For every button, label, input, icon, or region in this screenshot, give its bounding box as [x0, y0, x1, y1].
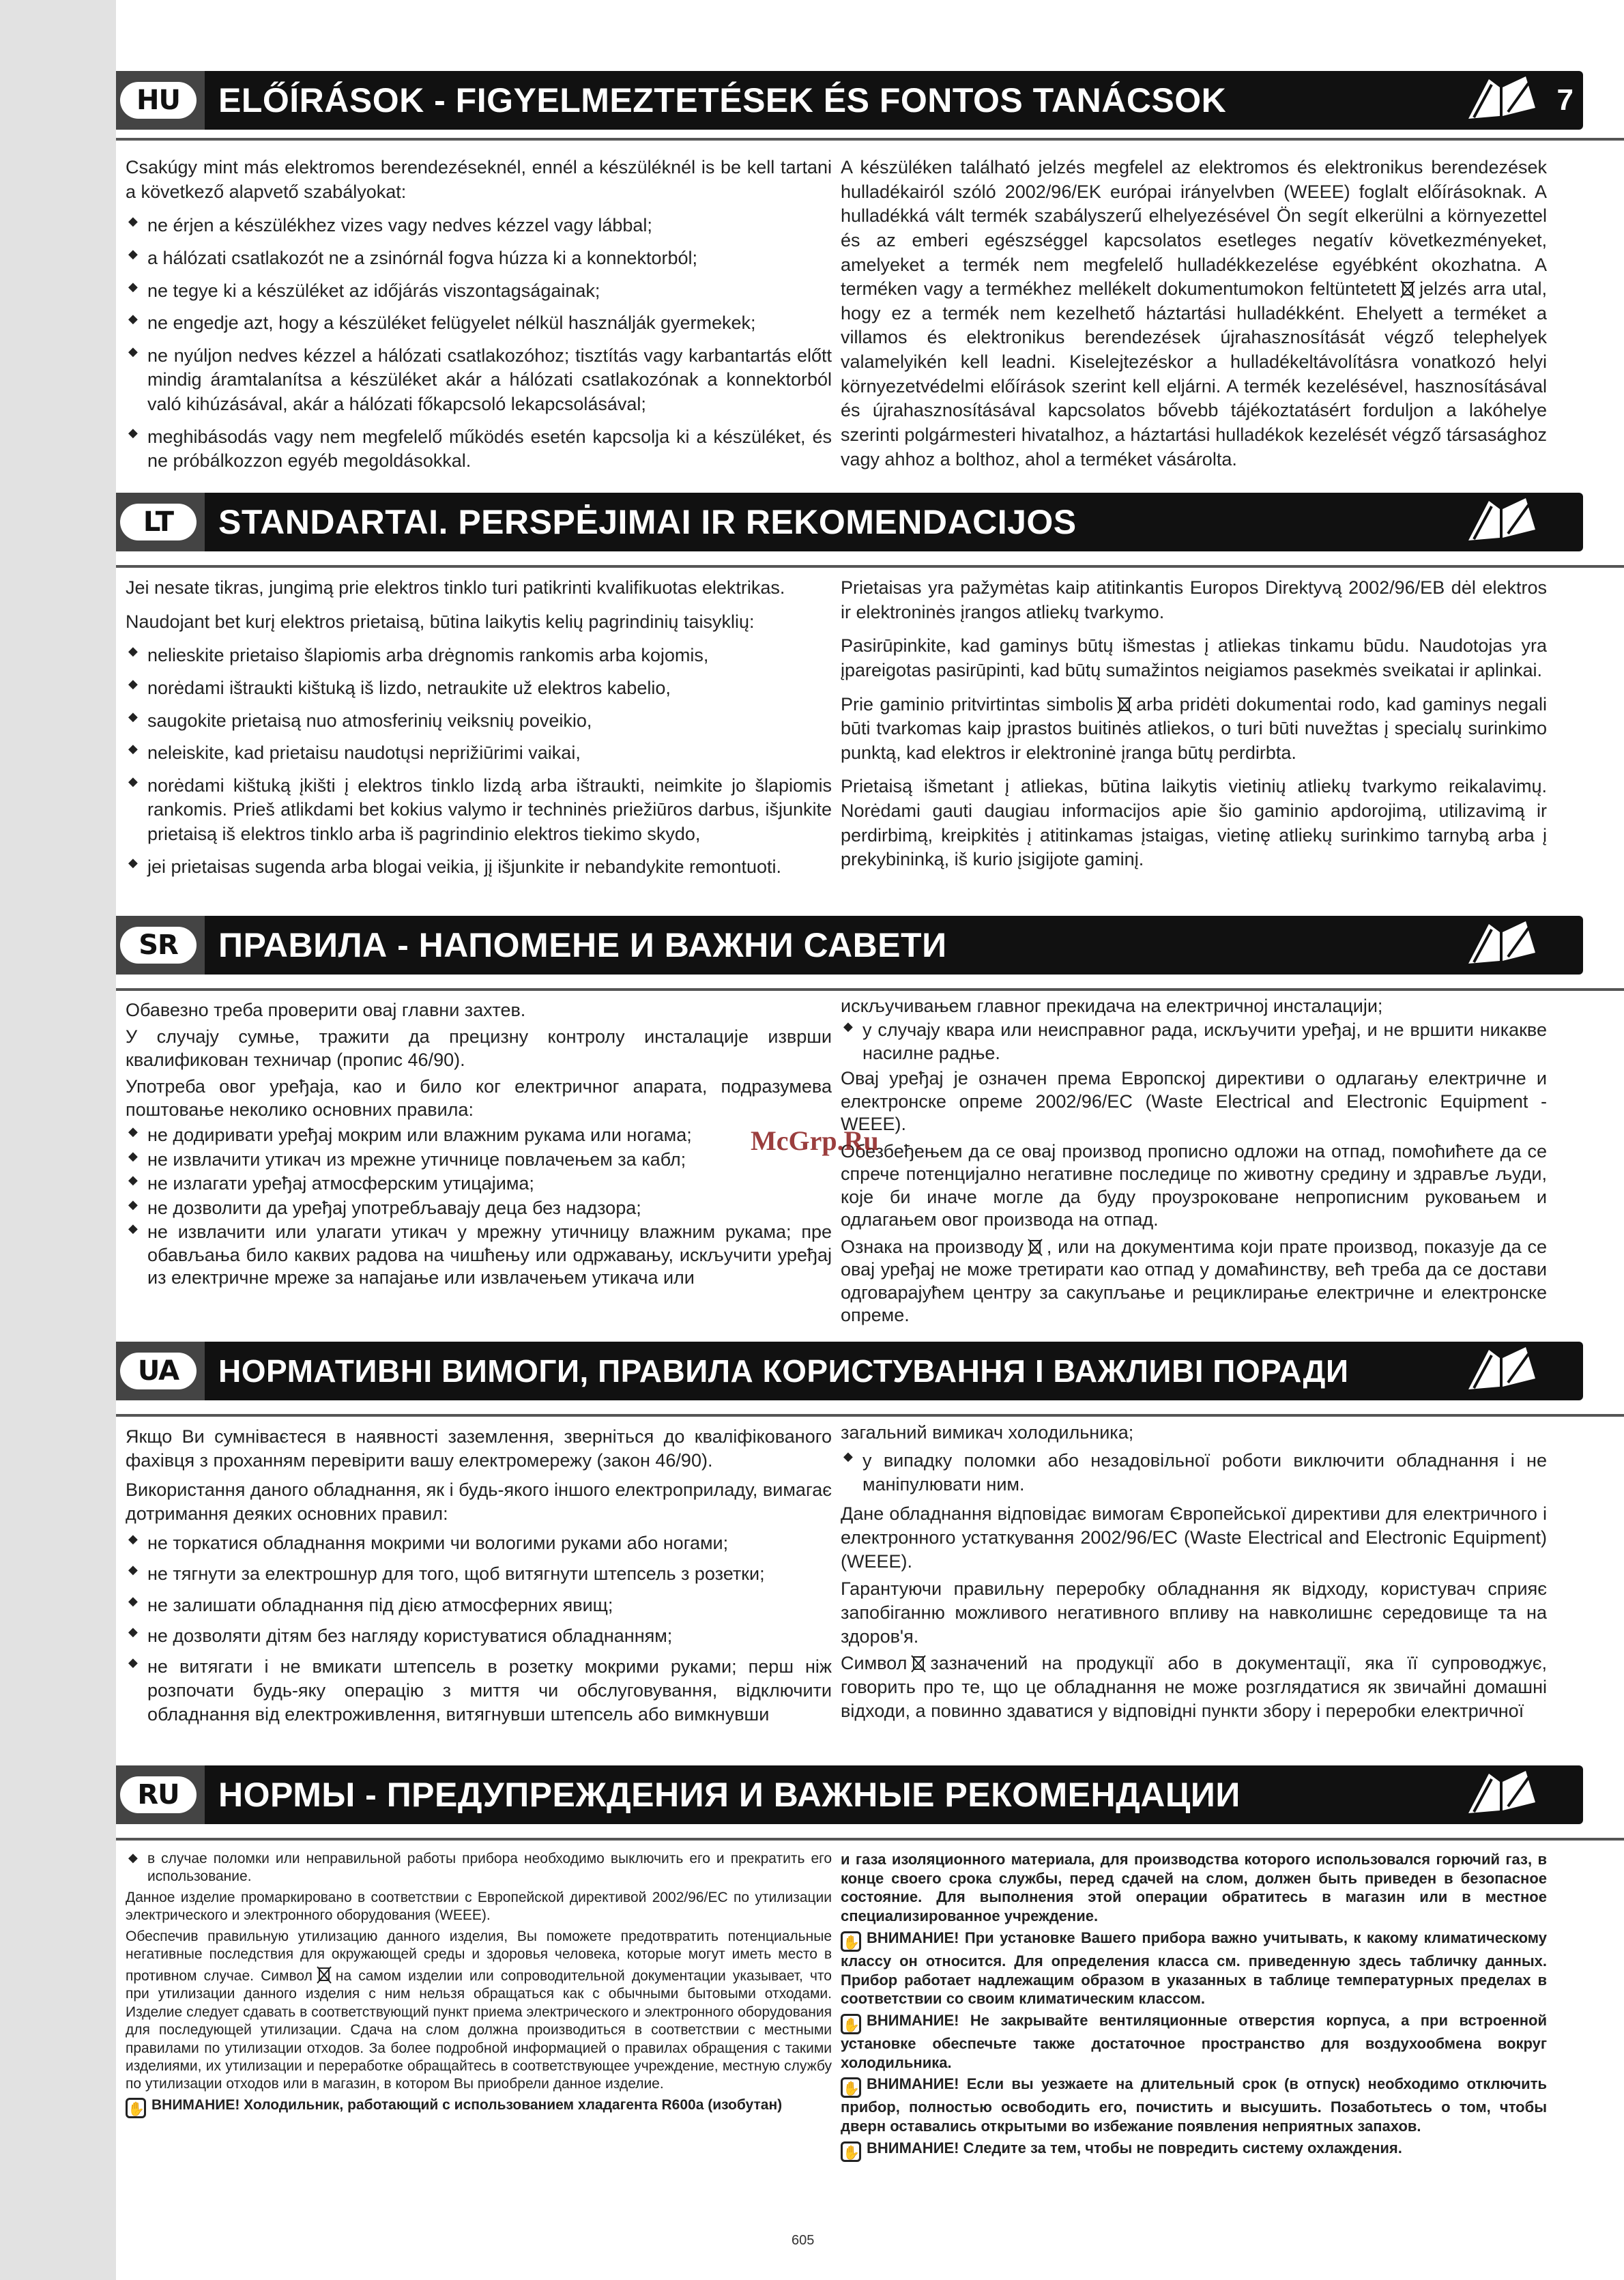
crossed-bin-icon — [910, 1653, 927, 1673]
list-item: ◆ jei prietaisas sugenda arba blogai veikia, jį išjunkite ir nebandykite remontuoti. — [126, 855, 832, 880]
section-title: НОРМЫ - ПРЕДУПРЕЖДЕНИЯ И ВАЖНЫЕ РЕКОМЕНДАЦИИ — [218, 1776, 1241, 1814]
list-item: ◆ meghibásodás vagy nem megfelelő működés esetén kapcsolja ki a készüléket, és ne próbálkozzon egyéb megoldásokkal. — [126, 425, 832, 474]
section-divider — [116, 138, 1624, 141]
left-column — [126, 1425, 832, 1735]
right-column — [841, 576, 1547, 882]
list-item: ◆ norėdami ištraukti kištuką iš lizdo, netraukite už elektros kabelio, — [126, 676, 832, 701]
right-column — [841, 1850, 1547, 2165]
list-item: ◆ не залишати обладнання під дією атмосферних явищ; — [126, 1593, 832, 1617]
list-item: ◆ не извлачити или улагати утикач у мрежну утичницу влажним рукама; пре обављања било каквих радова на чишћењу или одржавању, искључити уређај из електричне мреже за напајање или извлачењем утикача или — [126, 1221, 832, 1289]
weee-paragraph: A készüléken található jelzés megfelel az elektromos és elektronikus berendezések hulladékairól szóló 2002/96/EK európai irányelvben (WEEE) foglalt előírásoknak. A hulladékká vált termék szabályszerű elhelyezésével Ön segít elkerülni a környezettel és az emberi egészséggel kapcsolatos esetleges negatív következményeket, amelyeket a termék nem megfelelő hulladékkezelése egyébként okozhatna. A terméken vagy a termékhez mellékelt dokumentumokon feltüntetett jelzés arra utal, hogy ez a termék nem kezelhető háztartási hulladékként. Ehelyett a terméket a villamos és elektronikus berendezések újrahasznosítását végző telephelyek valamelyikén kell leadni. Kiselejtezéskor a hulladékeltávolításra vonatkozó helyi környezetvédelmi előírások szerint kell eljárni. A termék kezelésével, hasznosításával és újrahasznosításával kapcsolatos bővebb tájékoztatásért forduljon a lakóhelye szerinti polgármesteri hivatalhoz, a háztartási hulladékok kezelését végző társasághoz vagy ahhoz a bolthoz, ahol a terméket vásárolta. — [841, 157, 1547, 470]
paragraph: Обавезно треба проверити овај главни захтев. — [126, 1000, 526, 1020]
list-item: ◆ ne nyúljon nedves kézzel a hálózati csatlakozóhoz; tisztítás vagy karbantartás előtt mindig áramtalanítsa a készüléket akár a hálózati csatlakozónak a konnektorból való kihúzásával, akár a hálózati főkapcsoló lekapcsolásával; — [126, 344, 832, 417]
section-header — [116, 1342, 1583, 1400]
list-item: ◆ norėdami kištuką įkišti į elektros tinklo lizdą arba ištraukti, neimkite jo šlapiomis rankomis. Prieš atlikdami bet kokius valymo ir techninės priežiūros darbus, išjunkite prietaisą iš elektros tinklo arba iš pagrindinio elektros tiekimo skydo, — [126, 774, 832, 847]
footer-page-number: 605 — [792, 2233, 815, 2248]
paragraph: и газа изоляционного материала, для производства которого использовался горючий газ, в конце своего срока службы, перед сдачей на слом, должен быть приведен в безопасное состояние. Для выполнения этой операции обратитесь в магазин или в местное специализированное учреждение. — [841, 1851, 1547, 1925]
list-item: ◆ не додиривати уређај мокрим или влажним рукама или ногама; — [126, 1124, 832, 1146]
section-divider — [116, 565, 1624, 568]
list-item: ◆ ne tegye ki a készüléket az időjárás viszontagságainak; — [126, 279, 832, 304]
hand-warning-icon: ✋ — [841, 2141, 861, 2162]
list-item: ◆ не дозволити да уређај употребљавају деца без надзора; — [126, 1197, 832, 1220]
weee-paragraph: Prie gaminio pritvirtintas simbolis arba pridėti dokumentai rodo, kad gaminys negali būti tvarkomas kaip įprastos buitinės atliekos, o turi būti nuvežtas į specialų surinkimo punktą, kad elektros ir elektroninė įranga būtų perdirbta. — [841, 693, 1547, 763]
paragraph: Гарантуючи правильну переробку обладнання як відходу, користувач сприяє запобіганню можливого негативного впливу на навколишнє середовище та на здоров'я. — [841, 1578, 1547, 1647]
warning-paragraph: ✋ ВНИМАНИЕ! Если вы уезжаете на длительный срок (в отпуск) необходимо отключить прибор, полностью освободить его, почистить и высушить. Позаботьтесь о том, чтобы дверн оставались открытыми во избежание появления неприятных запахов. — [841, 2075, 1547, 2135]
open-book-icon — [1460, 919, 1542, 972]
warning-paragraph: ✋ ВНИМАНИЕ! Не закрывайте вентиляционные отверстия корпуса, а при встроенной установке обеспечьте также достаточное пространство для воздухообмена вокруг холодильника. — [841, 2012, 1547, 2071]
warning-paragraph: ✋ ВНИМАНИЕ! Следите за тем, чтобы не повредить систему охлаждения. — [841, 2139, 1547, 2162]
list-item: ◆ a hálózati csatlakozót ne a zsinórnál fogva húzza ki a konnektorból; — [126, 246, 832, 271]
section-title: ELŐÍRÁSOK - FIGYELMEZTETÉSEK ÉS FONTOS TANÁCSOK — [218, 81, 1227, 119]
crossed-bin-icon — [1399, 278, 1417, 299]
language-badge: HU — [120, 82, 197, 119]
section-header — [116, 916, 1583, 975]
section-title: НОРМАТИВНІ ВИМОГИ, ПРАВИЛА КОРИСТУВАННЯ І ВАЖЛИВІ ПОРАДИ — [218, 1353, 1349, 1389]
rules-list — [126, 214, 832, 474]
paragraph: Naudojant bet kurį elektros prietaisą, būtina laikytis kelių pagrindinių taisyklių: — [126, 611, 755, 632]
list-item: ◆ ne érjen a készülékhez vizes vagy nedves kézzel vagy lábbal; — [126, 214, 832, 238]
list-item: ◆ не излагати уређај атмосферским утицајима; — [126, 1172, 832, 1195]
section-header — [116, 1765, 1583, 1824]
paragraph: Употреба овог уређаја, као и било ког електричног апарата, подразумева поштовање неколико основних правила: — [126, 1076, 832, 1120]
paragraph: Pasirūpinkite, kad gaminys būtų išmestas į atliekas tinkamu būdu. Naudotojas yra įpareigotas pasirūpinti, kad būtų sumažintos neigiamos pasekmės sveikatai ir aplinkai. — [841, 635, 1547, 680]
rules-list — [126, 1531, 832, 1727]
right-column — [841, 1421, 1547, 1733]
language-badge: RU — [120, 1776, 197, 1813]
right-column — [841, 156, 1547, 481]
list-item: ◆ у случају квара или неисправног рада, искључити уређај, и не вршити никакве насилне радње. — [841, 1019, 1547, 1065]
list-item: ◆ не тягнути за електрошнур для того, щоб витягнути штепсель з розетки; — [126, 1562, 832, 1586]
page-number: 7 — [1556, 83, 1574, 117]
paragraph: Prietaisas yra pažymėtas kaip atitinkantis Europos Direktyvą 2002/96/EB dėl elektros ir elektroninės įrangos atliekų tvarkymo. — [841, 577, 1547, 622]
intro-paragraph: Csakúgy mint más elektromos berendezéseknél, ennél a készüléknél is be kell tartani a következő alapvető szabályokat: — [126, 157, 832, 202]
rules-list — [841, 1019, 1547, 1065]
hand-warning-icon: ✋ — [841, 1931, 861, 1952]
paragraph: У случају сумње, тражити да прецизну контролу инсталације изврши квалификован техничар (пропис 46/90). — [126, 1026, 832, 1070]
list-item: ◆ neleiskite, kad prietaisu naudotųsi neprižiūrimi vaikai, — [126, 741, 832, 766]
list-item: ◆ nelieskite prietaiso šlapiomis arba drėgnomis rankomis arba kojomis, — [126, 644, 832, 668]
section-divider — [116, 1414, 1624, 1417]
paragraph: Prietaisą išmetant į atliekas, būtina laikytis vietinių atliekų tvarkymo reikalavimų. Norėdami gauti daugiau informacijos apie šio gaminio apdorojimą, utilizavimą ir perdirbimą, kreipkitės į atitinkamas įstaigas, vietinę atliekų surinkimo tarnybą arba į prekybininką, iš kurio įsigijote gaminį. — [841, 776, 1547, 870]
list-item: ◆ в случае поломки или неправильной работы прибора необходимо выключить его и прекратить его использование. — [126, 1850, 832, 1886]
rules-list — [126, 644, 832, 879]
left-column — [126, 576, 832, 887]
weee-paragraph: Ознака на производу , или на документима који прате производ, показује да се овај уређај не може третирати као отпад у домаћинству, већ треба да се достави одговарајућем центру за сакупљање и рециклирање електричне и електронске опреме. — [841, 1236, 1547, 1326]
paragraph: Данное изделие промаркировано в соответствии с Европейской директивой 2002/96/ЕС по утилизации электрического и электронного оборудования (WEEE). — [126, 1889, 832, 1924]
section-sr — [116, 916, 1624, 1325]
open-book-icon — [1460, 1768, 1542, 1821]
left-column — [126, 1850, 832, 2121]
weee-paragraph: Символ зазначений на продукції або в документації, яка її супроводжує, говорить про те, що це обладнання не може розглядатися як звичайні домашні відходи, а повинно здаватися у відповідні пункти збору і переробки електричної — [841, 1652, 1547, 1722]
section-header — [116, 493, 1583, 551]
right-column — [841, 995, 1547, 1337]
hand-warning-icon: ✋ — [841, 2077, 861, 2098]
weee-paragraph: Обеспечив правильную утилизацию данного изделия, Вы поможете предотвратить потенциальные негативные последствия для окружающей среды и здоровья человека, которые могут иметь место в противном случае. Символ на самом изделии или сопроводительной документации указывает, что при утилизации данного изделия с ним нельзя обращаться как с обычными бытовыми отходами. Изделие следует сдавать в соответствующий пункт приема электрического и электронного оборудования для последующей утилизации. Сдача на слом должна производиться в соответствии с местными правилами по утилизации отходов. За более подробной информацией о правилах обращения с такими изделиями, их утилизации и переработке обращайтесь в соответствующее учреждение, местную службу по утилизации отходов или в магазин, в котором Вы приобрели данное изделие. — [126, 1928, 832, 2092]
section-header — [116, 71, 1583, 130]
list-item: ◆ не витягати і не вмикати штепсель в розетку мокрими руками; перш ніж розпочати будь-яку операцію з миття чи обслуговування, відключити обладнання від електроживлення, витягнувши штепсель або вимкнувши — [126, 1655, 832, 1727]
open-book-icon — [1460, 1344, 1542, 1398]
paragraph: Використання даного обладнання, як і будь-якого іншого електроприладу, вимагає дотримання деяких основних правил: — [126, 1480, 832, 1525]
section-title: STANDARTAI. PERSPĖJIMAI IR REKOMENDACIJOS — [218, 503, 1077, 541]
paragraph: Jei nesate tikras, jungimą prie elektros tinklo turi patikrinti kvalifikuotas elektrikas. — [126, 577, 785, 598]
section-lt — [116, 493, 1624, 902]
language-badge: LT — [120, 504, 197, 540]
language-badge: SR — [120, 927, 197, 964]
page-margin-band — [0, 0, 116, 2280]
paragraph: искључивањем главног прекидача на електричној инсталацији; — [841, 996, 1383, 1016]
crossed-bin-icon — [1026, 1237, 1044, 1257]
rules-list — [126, 1850, 832, 1886]
section-ru — [116, 1765, 1624, 2243]
list-item: ◆ не торкатися обладнання мокрими чи вологими руками або ногами; — [126, 1531, 832, 1555]
list-item: ◆ ne engedje azt, hogy a készüléket felügyelet nélkül használják gyermekek; — [126, 311, 832, 336]
crossed-bin-icon — [315, 1964, 333, 1985]
crossed-bin-icon — [1116, 694, 1133, 715]
open-book-icon — [1460, 495, 1542, 549]
watermark: McGrp.Ru — [751, 1125, 879, 1156]
section-divider — [116, 1838, 1624, 1841]
list-item: ◆ не дозволяти дітям без нагляду користуватися обладнанням; — [126, 1624, 832, 1648]
rules-list — [841, 1449, 1547, 1497]
paragraph: Дане обладнання відповідає вимогам Європейської директиви для електричного і електронного устаткування 2002/96/EC (Waste Electrical and Electronic Equipment) (WEEE). — [841, 1503, 1547, 1572]
section-hu — [116, 71, 1624, 487]
left-column — [126, 156, 832, 482]
section-divider — [116, 988, 1624, 991]
warning-paragraph: ✋ ВНИМАНИЕ! При установке Вашего прибора важно учитывать, к какому климатическому классу он относится. Для определения класса см. приведенную здесь табличку данных. Прибор работает надлежащим образом в указанных в таблице температурных пределах в соответствии со своим климатическим классом. — [841, 1929, 1547, 2008]
paragraph: Якщо Ви сумніваєтеся в наявності заземлення, зверніться до кваліфікованого фахівця з проханням перевірити вашу електромережу (закон 46/90). — [126, 1426, 832, 1471]
section-title: ПРАВИЛА - НАПОМЕНЕ И ВАЖНИ САВЕТИ — [218, 926, 947, 964]
paragraph: Овај уређај је означен према Европској директиви о одлагању електричне и електронске опреме 2002/96/EC (Waste Electrical and Electronic Equipment - WEEE). — [841, 1068, 1547, 1135]
hand-warning-icon: ✋ — [126, 2098, 146, 2118]
rules-list — [126, 1124, 832, 1289]
language-badge: UA — [120, 1353, 197, 1389]
warning-paragraph: ✋ ВНИМАНИЕ! Холодильник, работающий с использованием хладагента R600a (изобутан) — [126, 2096, 832, 2118]
paragraph: Обезбеђењем да се овај производ прописно одложи на отпад, помоћићете да се спрече потенцијално негативне последице по животну средину и здравље људи, које би иначе могле да буду проузроковане непрописним руковањем и одлагањем овог производа на отпад. — [841, 1140, 1547, 1230]
list-item: ◆ у випадку поломки або незадовільної роботи виключити обладнання і не маніпулювати ним. — [841, 1449, 1547, 1497]
hand-warning-icon: ✋ — [841, 2014, 861, 2034]
section-ua — [116, 1342, 1624, 1751]
open-book-icon — [1460, 74, 1542, 127]
list-item: ◆ не извлачити утикач из мрежне утичнице повлачењем за кабл; — [126, 1149, 832, 1171]
list-item: ◆ saugokite prietaisą nuo atmosferinių veiksnių poveikio, — [126, 709, 832, 734]
paragraph: загальний вимикач холодильника; — [841, 1422, 1134, 1443]
left-column — [126, 999, 832, 1298]
